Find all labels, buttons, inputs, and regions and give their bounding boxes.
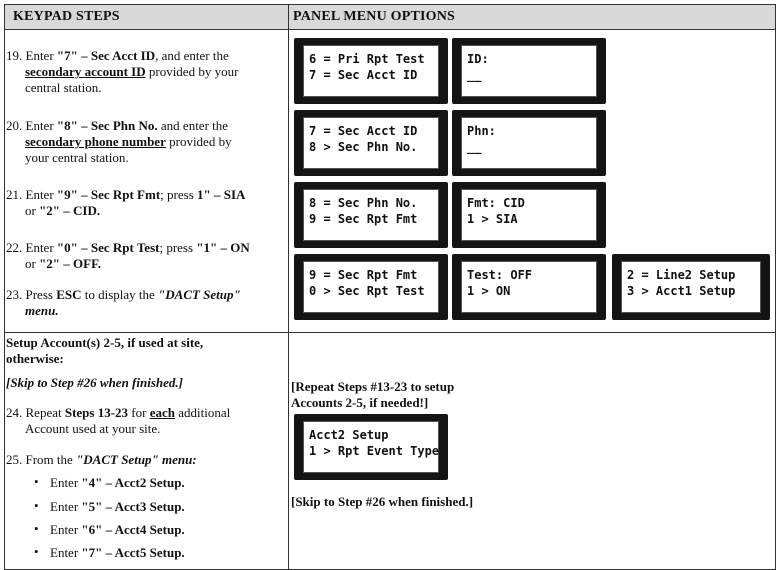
- skip-note-left: [Skip to Step #26 when finished.]: [6, 375, 183, 390]
- lcd-display: Phn: __: [452, 110, 606, 176]
- lcd-display: ID: __: [452, 38, 606, 104]
- step-20: 20. Enter "8" – Sec Phn No. and enter the secondary phone number provided by your central station.: [6, 118, 232, 165]
- step-23: 23. Press ESC to display the "DACT Setup" menu.: [6, 287, 241, 318]
- bullet-dot-icon: •: [34, 474, 39, 489]
- bullet-dot-icon: •: [34, 498, 39, 513]
- header-keypad-steps: KEYPAD STEPS: [13, 9, 120, 24]
- section-setup-accounts-title: Setup Account(s) 2-5, if used at site, otherwise:: [6, 335, 204, 366]
- lcd-display: 7 = Sec Acct ID 8 > Sec Phn No.: [294, 110, 448, 176]
- lcd-display: 6 = Pri Rpt Test 7 = Sec Acct ID: [294, 38, 448, 104]
- step-24: 24. Repeat Steps 13-23 for each additional Account used at your site.: [6, 405, 231, 436]
- table-header: [5, 5, 775, 29]
- lcd-display: 2 = Line2 Setup 3 > Acct1 Setup: [612, 254, 770, 320]
- header-divider: [5, 29, 775, 30]
- lcd-display: Acct2 Setup 1 > Rpt Event Type: [294, 414, 448, 480]
- bullet-dot-icon: •: [34, 521, 39, 536]
- column-divider: [288, 5, 289, 569]
- repeat-steps-note: [Repeat Steps #13-23 to setup Accounts 2-5, if needed!]: [291, 379, 455, 410]
- bullet-dot-icon: •: [34, 544, 39, 559]
- header-panel-menu-options: PANEL MENU OPTIONS: [293, 9, 456, 24]
- list-item: • Enter "4" – Acct2 Setup.: [34, 474, 185, 490]
- step-19: 19. Enter "7" – Sec Acct ID, and enter the secondary account ID provided by your central station.: [6, 48, 239, 95]
- skip-note-right: [Skip to Step #26 when finished.]: [291, 494, 474, 509]
- list-item: • Enter "7" – Acct5 Setup.: [34, 544, 185, 560]
- lcd-display: Fmt: CID 1 > SIA: [452, 182, 606, 248]
- lcd-display: 8 = Sec Phn No. 9 = Sec Rpt Fmt: [294, 182, 448, 248]
- list-item: • Enter "5" – Acct3 Setup.: [34, 498, 185, 514]
- list-item: • Enter "6" – Acct4 Setup.: [34, 521, 185, 537]
- step-21: 21. Enter "9" – Sec Rpt Fmt; press 1" – SIA or "2" – CID.: [6, 187, 246, 218]
- section-divider: [5, 332, 775, 333]
- step-25: 25. From the "DACT Setup" menu:: [6, 452, 197, 467]
- step-22: 22. Enter "0" – Sec Rpt Test; press "1" – ON or "2" – OFF.: [6, 240, 250, 271]
- lcd-display: 9 = Sec Rpt Fmt 0 > Sec Rpt Test: [294, 254, 448, 320]
- lcd-display: Test: OFF 1 > ON: [452, 254, 606, 320]
